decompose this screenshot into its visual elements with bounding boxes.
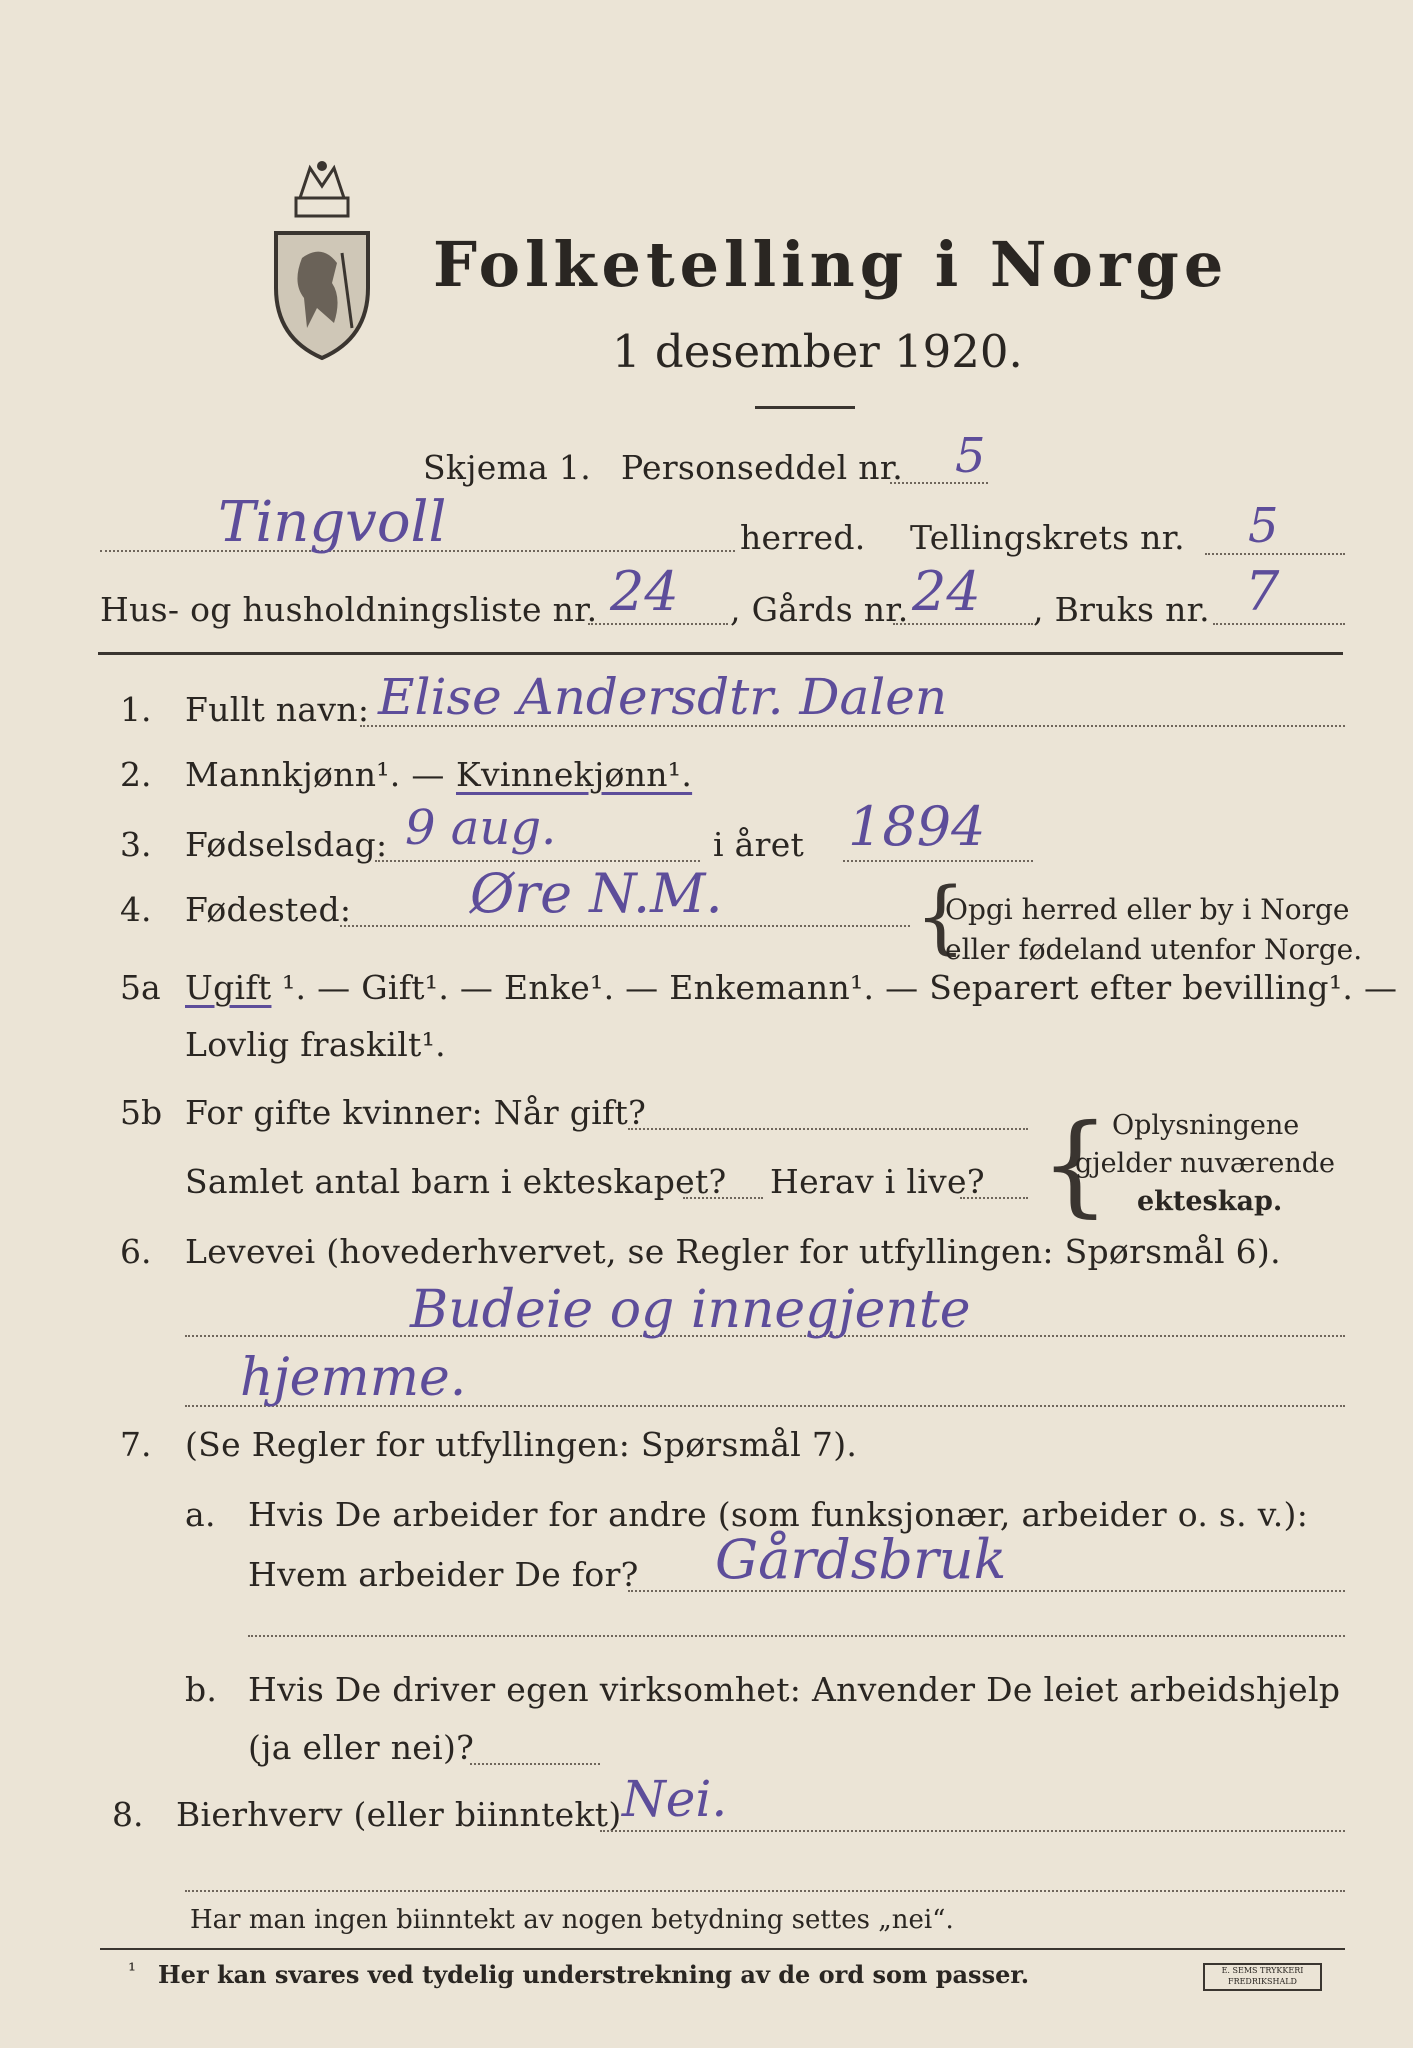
q7b-text: Hvis De driver egen virksomhet: Anvender De leiet arbeidshjelp [248, 1670, 1341, 1709]
q5b-alive-line [960, 1197, 1028, 1199]
skjema-label: Skjema 1. [423, 448, 592, 487]
tellingskrets-label: Tellingskrets nr. [910, 518, 1185, 557]
footer-note: Har man ingen biinntekt av nogen betydning settes „nei“. [190, 1905, 954, 1935]
q7b-line [470, 1763, 600, 1765]
occupation-value-line1[interactable]: Budeie og innegjente [410, 1280, 971, 1340]
q8-extra-line [185, 1890, 1345, 1892]
q7a-question: Hvem arbeider De for? [248, 1555, 639, 1594]
q5b-children-label: Samlet antal barn i ekteskapet? [185, 1162, 727, 1201]
occupation-value-line2[interactable]: hjemme. [240, 1348, 467, 1408]
q8-number: 8. [112, 1795, 144, 1834]
footer-divider [100, 1948, 1345, 1950]
footnote-mark: ¹ [128, 1958, 137, 1982]
tellingskrets-value[interactable]: 5 [1248, 498, 1279, 554]
q7a-extra-line [248, 1635, 1345, 1637]
q8-line [600, 1830, 1345, 1832]
personseddel-label: Personseddel nr. [621, 448, 904, 487]
q3-year-line [843, 860, 1033, 862]
bruks-line [1213, 623, 1345, 625]
q8-label: Bierhverv (eller biinntekt) [176, 1795, 622, 1834]
q5b-note-line2: gjelder nuværende [1075, 1148, 1335, 1179]
q4-note-line1: Opgi herred eller by i Norge [945, 893, 1350, 926]
q5b-brace: { [1040, 1100, 1110, 1228]
q4-brace: { [915, 870, 966, 963]
q2-female-option[interactable]: Kvinnekjønn¹. [456, 755, 693, 794]
q4-note-line2: eller fødeland utenfor Norge. [945, 933, 1363, 966]
q4-label: Fødested: [185, 890, 352, 929]
q1-label: Fullt navn: [185, 690, 370, 729]
footnote: Her kan svares ved tydelig understrekning av de ord som passer. [158, 1960, 1030, 1989]
q5a-fraskilt-option[interactable]: Lovlig fraskilt¹. [185, 1025, 446, 1064]
q7b-letter: b. [185, 1670, 218, 1709]
printer-stamp: E. SEMS TRYKKERI FREDRIKSHALD [1203, 1963, 1322, 1991]
gards-value[interactable]: 24 [912, 560, 981, 623]
husliste-label: Hus- og husholdningsliste nr. [100, 590, 598, 629]
q5b-children-line [683, 1197, 763, 1199]
herred-value[interactable]: Tingvoll [218, 490, 447, 555]
gards-line [893, 623, 1033, 625]
form-title: Folketelling i Norge [433, 228, 1229, 301]
birthplace-value[interactable]: Øre N.M. [470, 862, 723, 925]
herred-label: herred. [740, 518, 866, 557]
q5a-ugift-option[interactable]: Ugift [185, 968, 272, 1007]
q5b-note-line3: ekteskap. [1137, 1186, 1283, 1217]
q5b-alive-label: Herav i live? [770, 1162, 985, 1201]
q6-number: 6. [120, 1232, 152, 1271]
q5b-married-label: For gifte kvinner: Når gift? [185, 1093, 647, 1132]
q3-label: Fødselsdag: [185, 825, 388, 864]
q6-label: Levevei (hovederhvervet, se Regler for utfyllingen: Spørsmål 6). [185, 1232, 1281, 1271]
q3-number: 3. [120, 825, 152, 864]
birthday-value[interactable]: 9 aug. [405, 800, 557, 856]
bruks-label: , Bruks nr. [1033, 590, 1210, 629]
q4-line [340, 925, 910, 927]
q3-year-label: i året [713, 825, 805, 864]
q7b-question: (ja eller nei)? [248, 1728, 475, 1767]
q5b-number: 5b [120, 1093, 163, 1132]
personseddel-value[interactable]: 5 [955, 428, 986, 484]
q7-label: (Se Regler for utfyllingen: Spørsmål 7). [185, 1425, 858, 1464]
employer-value[interactable]: Gårdsbruk [715, 1528, 1007, 1591]
q5a-other-options[interactable]: ¹. — Gift¹. — Enke¹. — Enkemann¹. — Separert efter bevilling¹. — [282, 968, 1398, 1007]
husliste-value[interactable]: 24 [610, 560, 679, 623]
husliste-line [588, 623, 728, 625]
q5b-married-line [628, 1128, 1028, 1130]
q7-number: 7. [120, 1425, 152, 1464]
q5b-note-line1: Oplysningene [1112, 1110, 1300, 1141]
q7a-letter: a. [185, 1495, 216, 1534]
q2-male-option[interactable]: Mannkjønn¹. — [185, 755, 445, 794]
bruks-value[interactable]: 7 [1245, 560, 1280, 623]
q2-number: 2. [120, 755, 152, 794]
coat-of-arms-icon [262, 158, 382, 363]
full-name-value[interactable]: Elise Andersdtr. Dalen [378, 668, 948, 726]
q5a-number: 5a [120, 968, 161, 1007]
q7a-text: Hvis De arbeider for andre (som funksjonær, arbeider o. s. v.): [248, 1495, 1309, 1534]
gards-label: , Gårds nr. [730, 590, 909, 629]
q1-number: 1. [120, 690, 152, 729]
q4-number: 4. [120, 890, 152, 929]
header-divider [98, 652, 1343, 655]
title-divider [755, 406, 855, 409]
birth-year-value[interactable]: 1894 [848, 795, 986, 858]
census-date: 1 desember 1920. [612, 325, 1023, 378]
side-income-value[interactable]: Nei. [622, 1770, 728, 1828]
